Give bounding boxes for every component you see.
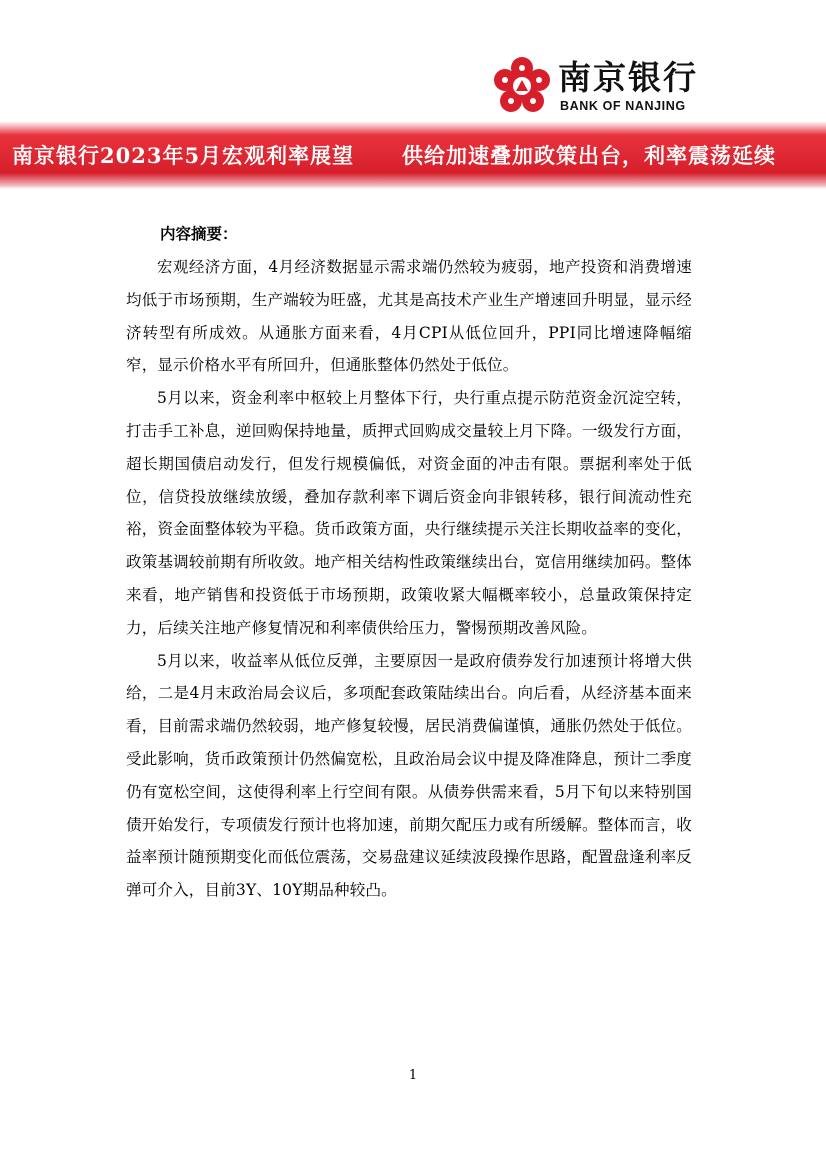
logo-chinese-name: 南京银行 xyxy=(558,58,698,97)
summary-heading: 内容摘要： xyxy=(160,225,238,243)
summary-paragraph-outlook: 5月以来，收益率从低位反弹，主要原因一是政府债券发行加速预计将增大供给，二是4月末政治局会议后，多项配套政策陆续出台。向后看，从经济基本面来看，目前需求端仍然较弱，地产修复较慢，居民消费偏谨慎，通胀仍然处于低位。受此影响，货币政策预计仍然偏宽松，且政治局会议中提及降准降息，预计二季度仍有宽松空间，这使得利率上行空间有限。从债券供需来看，5月下旬以来特别国债开始发行，专项债发行预计也将加速，前期欠配压力或有所缓解。整体而言，收益率预计随预期变化而低位震荡，交易盘建议延续波段操作思路，配置盘逢利率反弹可介入，目前3Y、10Y期品种较凸。 xyxy=(126,651,692,900)
logo-english-name: BANK OF NANJING xyxy=(560,99,686,113)
summary-paragraph-liquidity: 5月以来，资金利率中枢较上月整体下行，央行重点提示防范资金沉淀空转，打击手工补息，逆回购保持地量，质押式回购成交量较上月下降。一级发行方面，超长期国债启动发行，但发行规模偏低，对资金面的冲击有限。票据利率处于低位，信贷投放继续放缓，叠加存款利率下调后资金向非银转移，银行间流动性充裕，资金面整体较为平稳。货币政策方面，央行继续提示关注长期收益率的变化，政策基调较前期有所收敛。地产相关结构性政策继续出台，宽信用继续加码。整体来看，地产销售和投资低于市场预期，政策收紧大幅概率较小，总量政策保持定力，后续关注地产修复情况和利率债供给压力，警惕预期改善风险。 xyxy=(126,389,692,637)
bank-of-nanjing-flower-logo-icon xyxy=(492,56,552,116)
summary-section xyxy=(126,218,692,907)
page-number: 1 xyxy=(408,1068,418,1083)
bank-logo xyxy=(492,56,706,118)
report-subtitle: 供给加速叠加政策出台，利率震荡延续 xyxy=(402,143,776,168)
summary-paragraph-macro: 宏观经济方面，4月经济数据显示需求端仍然较为疲弱，地产投资和消费增速均低于市场预期，生产端较为旺盛，尤其是高技术产业生产增速回升明显，显示经济转型有所成效。从通胀方面来看，4月CPI从低位回升，PPI同比增速降幅缩窄，显示价格水平有所回升，但通胀整体仍然处于低位。 xyxy=(126,258,692,375)
report-title: 南京银行2023年5月宏观利率展望 xyxy=(12,143,355,168)
